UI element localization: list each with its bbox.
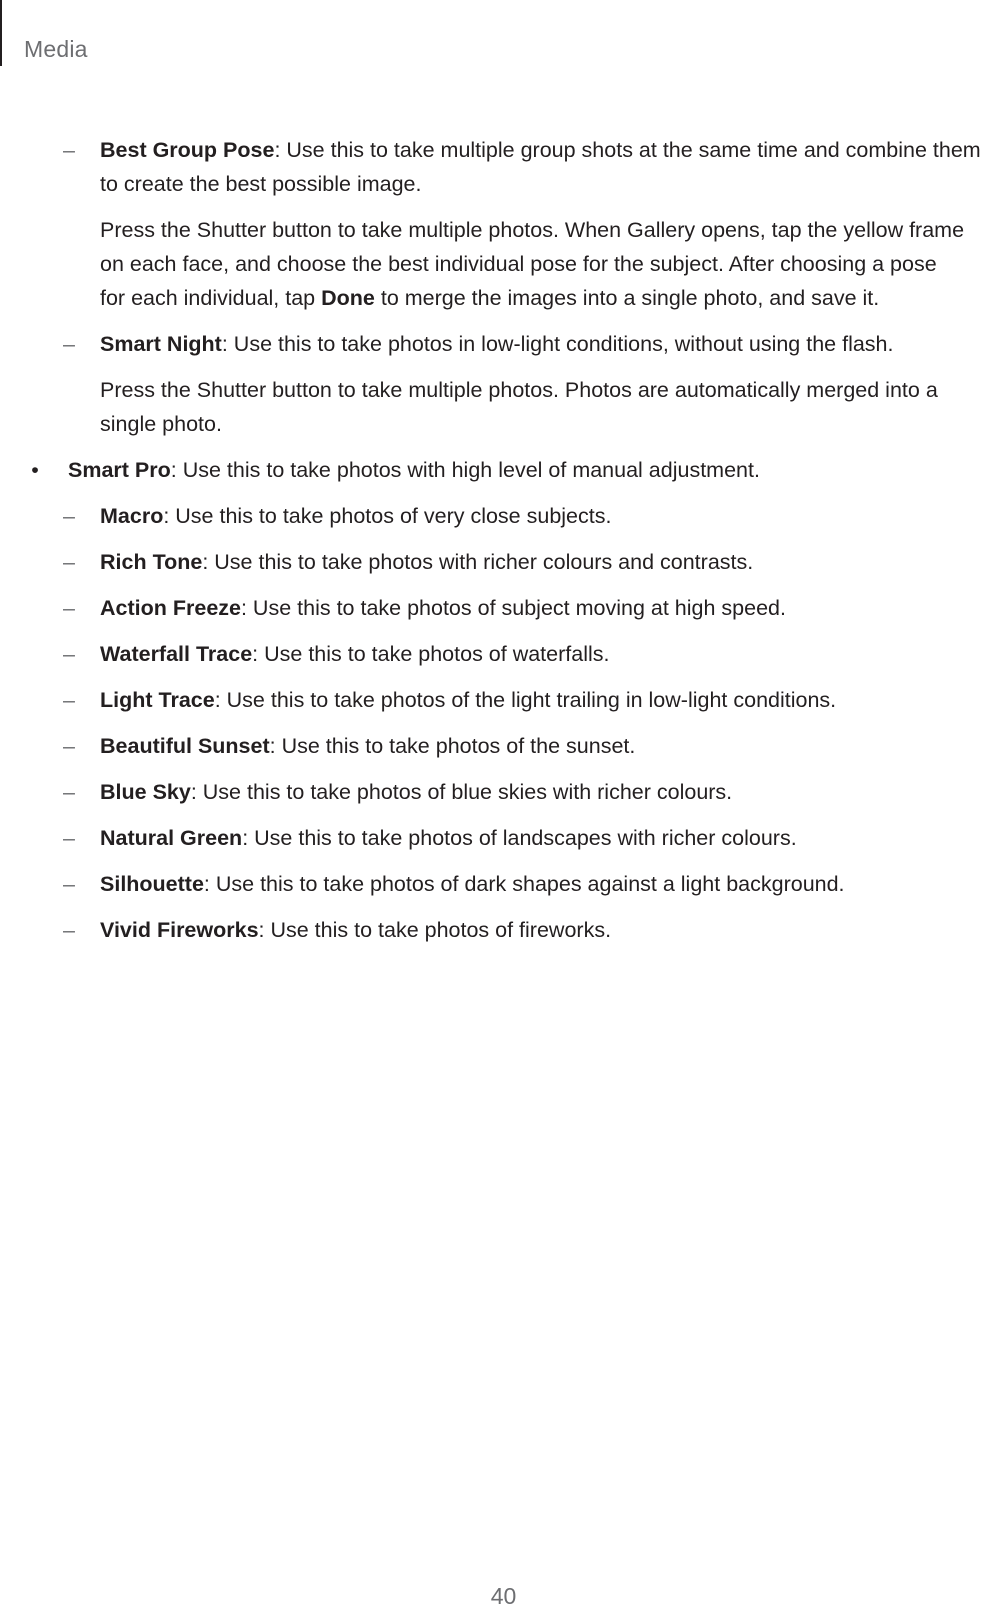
term-label: Rich Tone: [100, 550, 203, 574]
term-label: Natural Green: [100, 826, 243, 850]
list-item-silhouette: [0, 867, 1007, 901]
best-group-pose-note: [0, 213, 1007, 315]
term-description: : Use this to take photos with high level of manual adjustment.: [170, 458, 760, 482]
term-label: Smart Night: [100, 332, 222, 356]
dash-marker: –: [63, 596, 75, 620]
done-keyword: Done: [321, 286, 375, 310]
dash-marker: –: [63, 138, 75, 162]
dash-marker: –: [63, 550, 75, 574]
dash-marker: –: [63, 826, 75, 850]
term-description: : Use this to take multiple group shots at the same time and combine them to create the best possible image.: [100, 138, 981, 196]
bullet-marker: •: [31, 458, 39, 482]
list-item-action-freeze: [0, 591, 1007, 625]
term-label: Silhouette: [100, 872, 204, 896]
term-description: : Use this to take photos of dark shapes against a light background.: [203, 872, 845, 896]
term-label: Beautiful Sunset: [100, 734, 270, 758]
term-description: : Use this to take photos of the sunset.: [269, 734, 636, 758]
term-description: : Use this to take photos of subject moving at high speed.: [240, 596, 786, 620]
dash-marker: –: [63, 918, 75, 942]
list-item-light-trace: [0, 683, 1007, 717]
dash-marker: –: [63, 642, 75, 666]
list-item-macro: [0, 499, 1007, 533]
term-label: Waterfall Trace: [100, 642, 253, 666]
dash-marker: –: [63, 734, 75, 758]
term-description: : Use this to take photos of very close subjects.: [163, 504, 612, 528]
list-item-smart-pro: [0, 453, 1007, 487]
list-item-vivid-fireworks: [0, 913, 1007, 947]
term-label: Smart Pro: [68, 458, 171, 482]
list-item-natural-green: [0, 821, 1007, 855]
term-description: : Use this to take photos with richer colours and contrasts.: [202, 550, 754, 574]
term-label: Best Group Pose: [100, 138, 275, 162]
term-label: Action Freeze: [100, 596, 241, 620]
dash-marker: –: [63, 872, 75, 896]
list-item-beautiful-sunset: [0, 729, 1007, 763]
term-description: : Use this to take photos of waterfalls.: [252, 642, 610, 666]
term-description: : Use this to take photos of fireworks.: [258, 918, 612, 942]
term-description: : Use this to take photos in low-light conditions, without using the flash.: [221, 332, 894, 356]
dash-marker: –: [63, 504, 75, 528]
term-label: Light Trace: [100, 688, 215, 712]
page-number: 40: [490, 1583, 517, 1609]
term-label: Vivid Fireworks: [100, 918, 259, 942]
list-item-best-group-pose: [0, 133, 1007, 201]
term-description: : Use this to take photos of blue skies with richer colours.: [190, 780, 733, 804]
document-content: [0, 133, 1007, 959]
term-label: Blue Sky: [100, 780, 191, 804]
list-item-rich-tone: [0, 545, 1007, 579]
dash-marker: –: [63, 688, 75, 712]
list-item-waterfall-trace: [0, 637, 1007, 671]
note-text: Press the Shutter button to take multiple photos. When Gallery opens, tap the yellow frame on each face, and choose the best individual pose for the subject. After choosing a pose for each individual, tap: [100, 218, 965, 310]
list-item-blue-sky: [0, 775, 1007, 809]
dash-marker: –: [63, 780, 75, 804]
dash-marker: –: [63, 332, 75, 356]
section-title: Media: [24, 36, 88, 62]
smart-night-note: Press the Shutter button to take multiple photos. Photos are automatically merged into a single photo.: [100, 378, 938, 436]
list-item-smart-night: [0, 327, 1007, 361]
note-text: to merge the images into a single photo, and save it.: [374, 286, 880, 310]
term-description: : Use this to take photos of the light trailing in low-light conditions.: [214, 688, 837, 712]
term-label: Macro: [100, 504, 164, 528]
term-description: : Use this to take photos of landscapes with richer colours.: [242, 826, 797, 850]
header-rule: [0, 0, 2, 66]
